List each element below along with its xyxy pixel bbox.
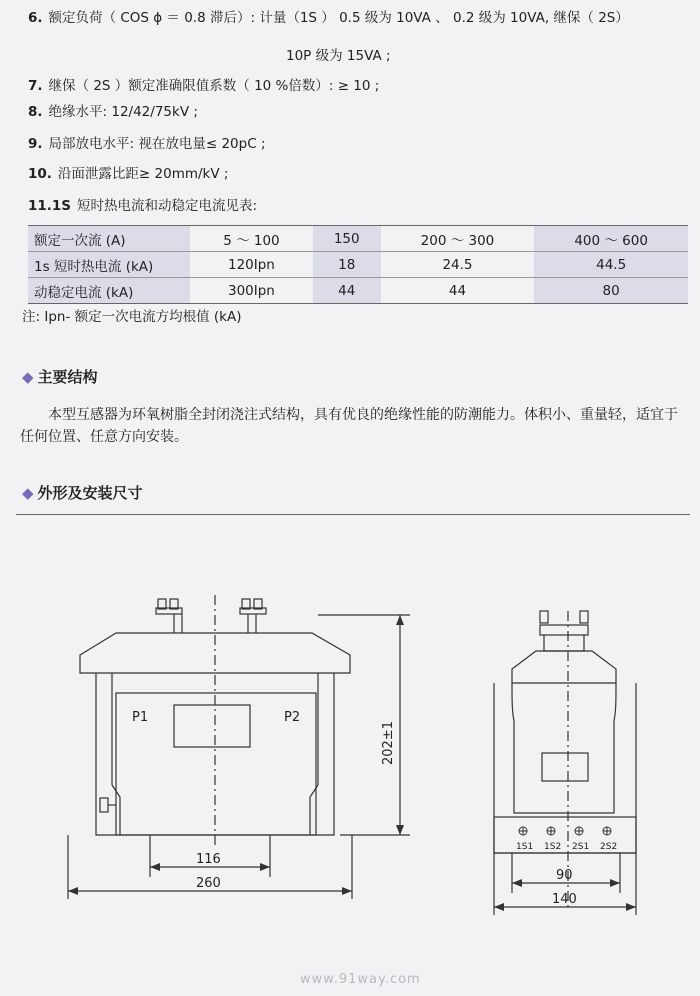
- spec-line-11: [28, 194, 257, 214]
- spec-line-6-cont: [286, 44, 391, 64]
- table-cell: 400 ～ 600: [534, 226, 688, 252]
- table-row: [28, 278, 688, 304]
- diamond-icon: ◆: [22, 368, 34, 386]
- table-row: [28, 252, 688, 278]
- table-cell: 150: [313, 226, 381, 252]
- side-terminal: [540, 611, 588, 635]
- drawing-title: 外形及安装尺寸: [37, 484, 143, 502]
- terminal-label: 1S1: [516, 842, 534, 852]
- dim-inner-width: 116: [196, 852, 221, 867]
- label-p1: P1: [132, 710, 149, 725]
- label-p2: P2: [284, 710, 301, 725]
- spec-text: 短时热电流和动稳定电流见表:: [77, 198, 258, 214]
- table-cell: 5 ～ 100: [190, 226, 313, 252]
- dim-height: 202±1: [381, 721, 396, 765]
- terminal-screws: [519, 827, 611, 835]
- spec-number: 8.: [28, 104, 43, 120]
- table-cell: 44: [381, 278, 535, 304]
- table-cell: 120Ipn: [190, 252, 313, 278]
- spec-line-6: [28, 6, 629, 26]
- table-note: 注: Ipn- 额定一次电流方均根值 (kA): [22, 309, 242, 325]
- spec-text: 10P 级为 15VA ;: [286, 48, 391, 64]
- table-row: [28, 226, 688, 252]
- spec-text: 继保（ 2S ）额定准确限值系数（ 10 %倍数）: ≥ 10 ;: [48, 78, 380, 94]
- table-cell: 200 ～ 300: [381, 226, 535, 252]
- spec-line-9: [28, 132, 266, 152]
- table-cell: 动稳定电流 (kA): [28, 278, 190, 304]
- terminal-label: 2S1: [572, 842, 590, 852]
- spec-number: 10.: [28, 166, 52, 182]
- spec-text: 沿面泄露比距≥ 20mm/kV ;: [57, 166, 229, 182]
- spec-number: 7.: [28, 78, 43, 94]
- current-table: [28, 225, 688, 304]
- table-cell: 80: [534, 278, 688, 304]
- table-cell: 18: [313, 252, 381, 278]
- table-cell: 额定一次流 (A): [28, 226, 190, 252]
- ground-bolt: [100, 798, 108, 812]
- structure-text: 本型互感器为环氧树脂全封闭浇注式结构，具有优良的绝缘性能的防潮能力。体积小、重量轻，适宜于任何位置、任意方向安装。: [20, 407, 678, 445]
- table-cell: 44.5: [534, 252, 688, 278]
- nameplate: [174, 705, 250, 747]
- table-cell: 44: [313, 278, 381, 304]
- table-cell: 24.5: [381, 252, 535, 278]
- table-cell: 1s 短时热电流 (kA): [28, 252, 190, 278]
- spec-text: 绝缘水平: 12/42/75kV ;: [48, 104, 198, 120]
- diamond-icon: ◆: [22, 484, 34, 502]
- drawing-heading: [22, 482, 143, 503]
- side-top-cap: [512, 651, 616, 683]
- spec-number: 6.: [28, 10, 43, 26]
- table-cell: 300Ipn: [190, 278, 313, 304]
- dimension-drawing: [16, 514, 690, 965]
- side-neck: [544, 635, 584, 651]
- drawing-svg: [16, 515, 690, 965]
- spec-line-7: [28, 74, 379, 94]
- dim-outer-width: 260: [196, 876, 221, 891]
- structure-paragraph: [20, 404, 688, 448]
- spec-line-10: [28, 162, 228, 182]
- spec-text: 额定负荷（ COS ϕ ＝ 0.8 滞后）: 计量（1S ） 0.5 级为 10VA 、 0.2 级为 10VA, 继保（ 2S）: [48, 10, 629, 26]
- spec-number: 9.: [28, 136, 43, 152]
- watermark: www.91way.com: [300, 972, 421, 987]
- side-nameplate: [542, 753, 588, 781]
- primary-terminal-left: [156, 599, 182, 633]
- dim-side-inner: 90: [556, 868, 573, 883]
- spec-number: 11.1S: [28, 198, 72, 214]
- spec-text: 局部放电水平: 视在放电量≤ 20pC ;: [48, 136, 266, 152]
- side-body: [494, 683, 636, 853]
- structure-heading: [22, 366, 98, 387]
- terminal-label: 2S2: [600, 842, 618, 852]
- terminal-label: 1S2: [544, 842, 562, 852]
- structure-title: 主要结构: [37, 368, 98, 386]
- primary-terminal-right: [240, 599, 266, 633]
- spec-line-8: [28, 100, 198, 120]
- dim-side-outer: 140: [552, 892, 577, 907]
